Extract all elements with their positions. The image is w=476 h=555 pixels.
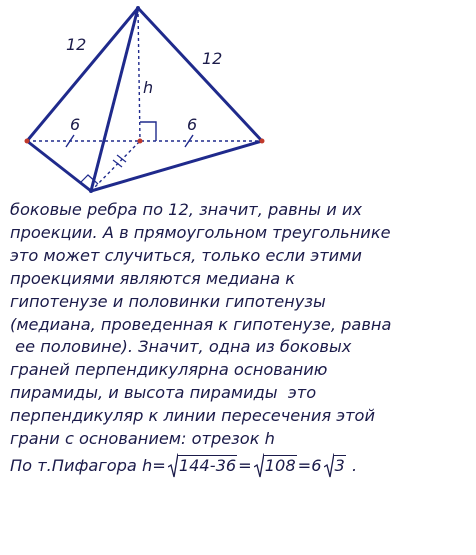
edge-base-left <box>27 141 91 191</box>
vertex-right <box>260 139 265 144</box>
pyramid-svg <box>0 0 476 200</box>
edge-right-slant <box>138 8 262 141</box>
text-line: проекции. А в прямоугольном треугольнике <box>10 222 391 242</box>
edge-base-right <box>91 141 262 191</box>
label-left-edge: 12 <box>66 35 87 54</box>
formula-suffix: . <box>346 455 358 475</box>
vertex-foot <box>138 139 143 144</box>
radical-sign-icon <box>168 452 178 478</box>
text-line: это может случиться, только если этими <box>10 245 362 265</box>
label-height: h <box>143 78 154 97</box>
radicand-3: 3 <box>334 455 345 475</box>
vertex-left <box>25 139 30 144</box>
radicand-2: 108 <box>264 455 296 475</box>
radical-sign-icon <box>254 452 264 478</box>
right-angle-mark-foot <box>140 122 156 141</box>
tick-left-half <box>66 135 74 147</box>
text-line: граней перпендикулярна основанию <box>10 360 328 380</box>
sqrt-108 <box>254 455 297 478</box>
sqrt-3 <box>324 455 346 478</box>
formula-mid: =6 <box>297 455 322 475</box>
formula-eq: = <box>238 455 252 475</box>
vertex-front <box>89 189 93 193</box>
text-line: перпендикуляр к линии пересечения этой <box>10 406 375 426</box>
hidden-height <box>138 8 140 141</box>
label-half-right: 6 <box>187 115 198 134</box>
radicand-1: 144-36 <box>178 455 237 475</box>
pythagoras-formula <box>10 455 472 478</box>
text-line: (медиана, проведенная к гипотенузе, равна <box>10 314 392 334</box>
sqrt-144-36 <box>168 455 237 478</box>
pyramid-diagram <box>0 0 476 200</box>
radical-sign-icon <box>324 452 334 478</box>
text-line: боковые ребра по 12, значит, равны и их <box>10 200 362 219</box>
text-line: гипотенузе и половинки гипотенузы <box>10 291 326 311</box>
formula-prefix: По т.Пифагора h= <box>10 455 166 475</box>
text-line: грани с основанием: отрезок h <box>10 429 275 449</box>
label-right-edge: 12 <box>202 49 223 68</box>
vertex-apex <box>136 6 140 10</box>
text-line: проекциями являются медиана к <box>10 268 296 288</box>
label-half-left: 6 <box>70 115 81 134</box>
solution-text <box>10 199 472 478</box>
text-line: пирамиды, и высота пирамиды это <box>10 383 317 403</box>
text-line: ее половине). Значит, одна из боковых <box>10 337 352 357</box>
